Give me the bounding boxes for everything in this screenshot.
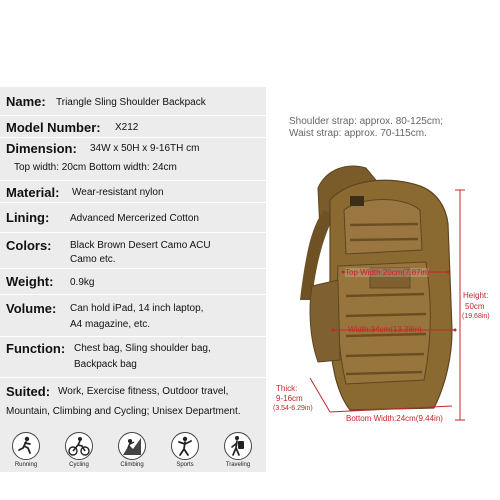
function-value-2: Backpack bag [74, 359, 137, 370]
activity-label: Cycling [69, 462, 89, 468]
waist-strap-text: Waist strap: approx. 70-115cm. [289, 128, 427, 139]
weight-label: Weight: [6, 274, 54, 289]
height-cm-label: 50cm [465, 302, 485, 311]
suited-label: Suited: [6, 384, 51, 399]
bottom-width-label: Bottom Width:24cm(9.44in) [346, 414, 443, 423]
dimension-value: 34W x 50H x 9-16TH cm [90, 143, 200, 154]
volume-value-2: A4 magazine, etc. [70, 319, 151, 330]
suited-value-2: Mountain, Climbing and Cycling; Unisex Department. [6, 406, 241, 417]
dimension-value-2: Top width: 20cm Bottom width: 24cm [14, 162, 177, 173]
function-label: Function: [6, 341, 66, 356]
model-value: X212 [115, 122, 139, 133]
colors-label: Colors: [6, 238, 52, 253]
lining-value: Advanced Mercerized Cotton [70, 213, 199, 224]
width-label: Width:34cm(13.38in) [348, 325, 422, 334]
thick-in-label: (3.54-6.29in) [273, 405, 313, 412]
dimension-label: Dimension: [6, 141, 77, 156]
volume-value: Can hold iPad, 14 inch laptop, [70, 303, 204, 314]
name-label: Name: [6, 94, 46, 109]
function-value: Chest bag, Sling shoulder bag, [74, 343, 211, 354]
activity-label: Traveling [225, 462, 251, 468]
thick-cm-label: 9-16cm [276, 394, 303, 403]
lining-label: Lining: [6, 210, 50, 225]
colors-value: Black Brown Desert Camo ACU [70, 240, 211, 251]
activity-label: Sports [176, 462, 194, 468]
weight-value: 0.9kg [70, 277, 95, 288]
height-label: Height: [463, 291, 489, 300]
activity-label: Running [14, 462, 38, 468]
volume-label: Volume: [6, 301, 57, 316]
model-label: Model Number: [6, 120, 101, 135]
height-in-label: (19.68in) [462, 313, 490, 320]
top-width-label: Top Width:20cm(7.87in) [345, 268, 430, 277]
suited-value: Work, Exercise fitness, Outdoor travel, [58, 386, 229, 397]
colors-value-2: Camo etc. [70, 254, 116, 265]
activity-label: Climbing [120, 462, 144, 468]
material-value: Wear-resistant nylon [72, 187, 164, 198]
thick-label: Thick: [276, 384, 298, 393]
material-label: Material: [6, 185, 60, 200]
shoulder-strap-text: Shoulder strap: approx. 80-125cm; [289, 116, 443, 127]
name-value: Triangle Sling Shoulder Backpack [56, 97, 206, 108]
